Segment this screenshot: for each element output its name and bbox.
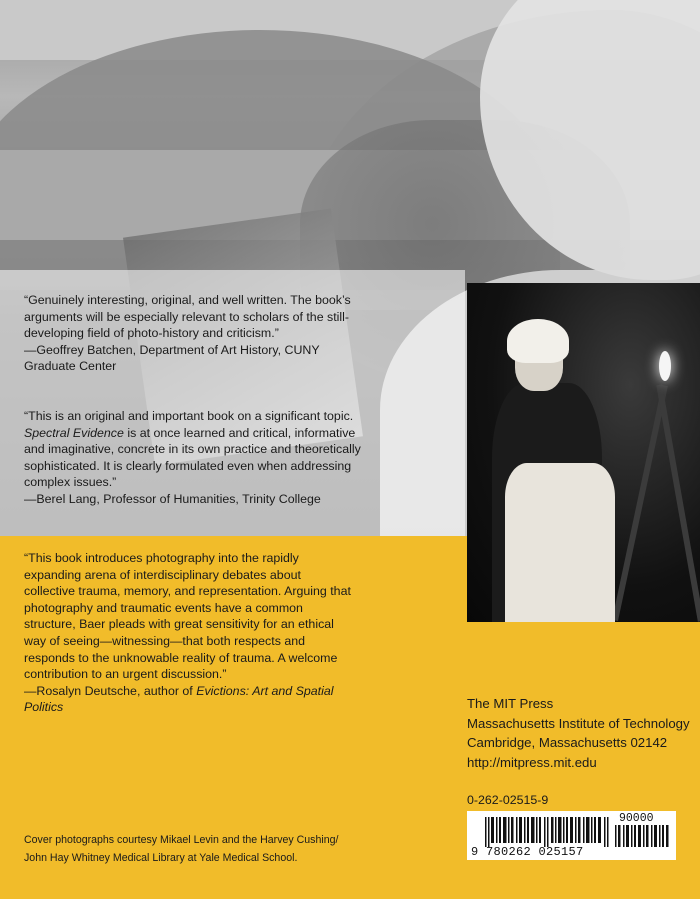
portrait-figure-cap (507, 319, 569, 363)
portrait-lamp-stand (612, 385, 668, 621)
blurb-attribution: —Geoffrey Batchen, Department of Art History, CUNY Graduate Center (24, 342, 320, 374)
publisher-name: The MIT Press (467, 696, 554, 711)
blurb-deutsche (24, 550, 354, 716)
portrait-lamp-stand-rear (656, 384, 700, 621)
blurb-attribution: —Berel Lang, Professor of Humanities, Trinity College (24, 491, 321, 506)
barcode-number: 9 780262 025157 (471, 845, 584, 859)
attribution-book-title: Evictions: Art and Spatial Politics (24, 683, 334, 715)
blurb-text-end: is at once learned and critical, informative and imaginative, concrete in its own practice and theoretically sophisticated. It is clearly formulated even when addressing complex issues.” (24, 425, 361, 490)
barcode-addon-number: 90000 (619, 812, 654, 825)
barcode-bars-main (485, 817, 609, 847)
portrait-lamp-flame (659, 351, 671, 381)
barcode (467, 811, 676, 860)
attribution-start: —Rosalyn Deutsche, author of (24, 683, 197, 698)
blurb-text-start: “This is an original and important book on a significant topic. (24, 409, 354, 423)
isbn-number: 0-262-02515-9 (467, 793, 549, 807)
blurb-text (24, 408, 364, 491)
blurb-lang (24, 408, 364, 508)
book-title-italic: Spectral Evidence (24, 425, 124, 440)
publisher-url: http://mitpress.mit.edu (467, 754, 597, 770)
publisher-address (467, 694, 690, 772)
portrait-figure-apron (505, 463, 615, 622)
photo-credits: Cover photographs courtesy Mikael Levin and the Harvey Cushing/ John Hay Whitney Medical Library at Yale Medical School. (24, 834, 339, 865)
publisher-city: Cambridge, Massachusetts 02142 (467, 735, 668, 750)
blurb-batchen (24, 292, 364, 375)
blurb-text: “This book introduces photography into the rapidly expanding arena of interdisciplinary debates about collective trauma, memory, and representation. Arguing that photography and traumatic events have a common structure, Baer pleads with great sensitivity for an ethical way of seeing—witnessing—that both respects and responds to the unknowable reality of trauma. A welcome contribution to an urgent discussion.” (24, 551, 351, 682)
blurb-text: “Genuinely interesting, original, and well written. The book’s arguments will be especially relevant to scholars of the still-developing field of photo-history and criticism.” (24, 293, 351, 341)
publisher-institution: Massachusetts Institute of Technology (467, 715, 690, 731)
nurse-portrait-photo (467, 283, 700, 622)
barcode-bars-addon (615, 825, 669, 847)
blurb-attribution (24, 683, 354, 716)
